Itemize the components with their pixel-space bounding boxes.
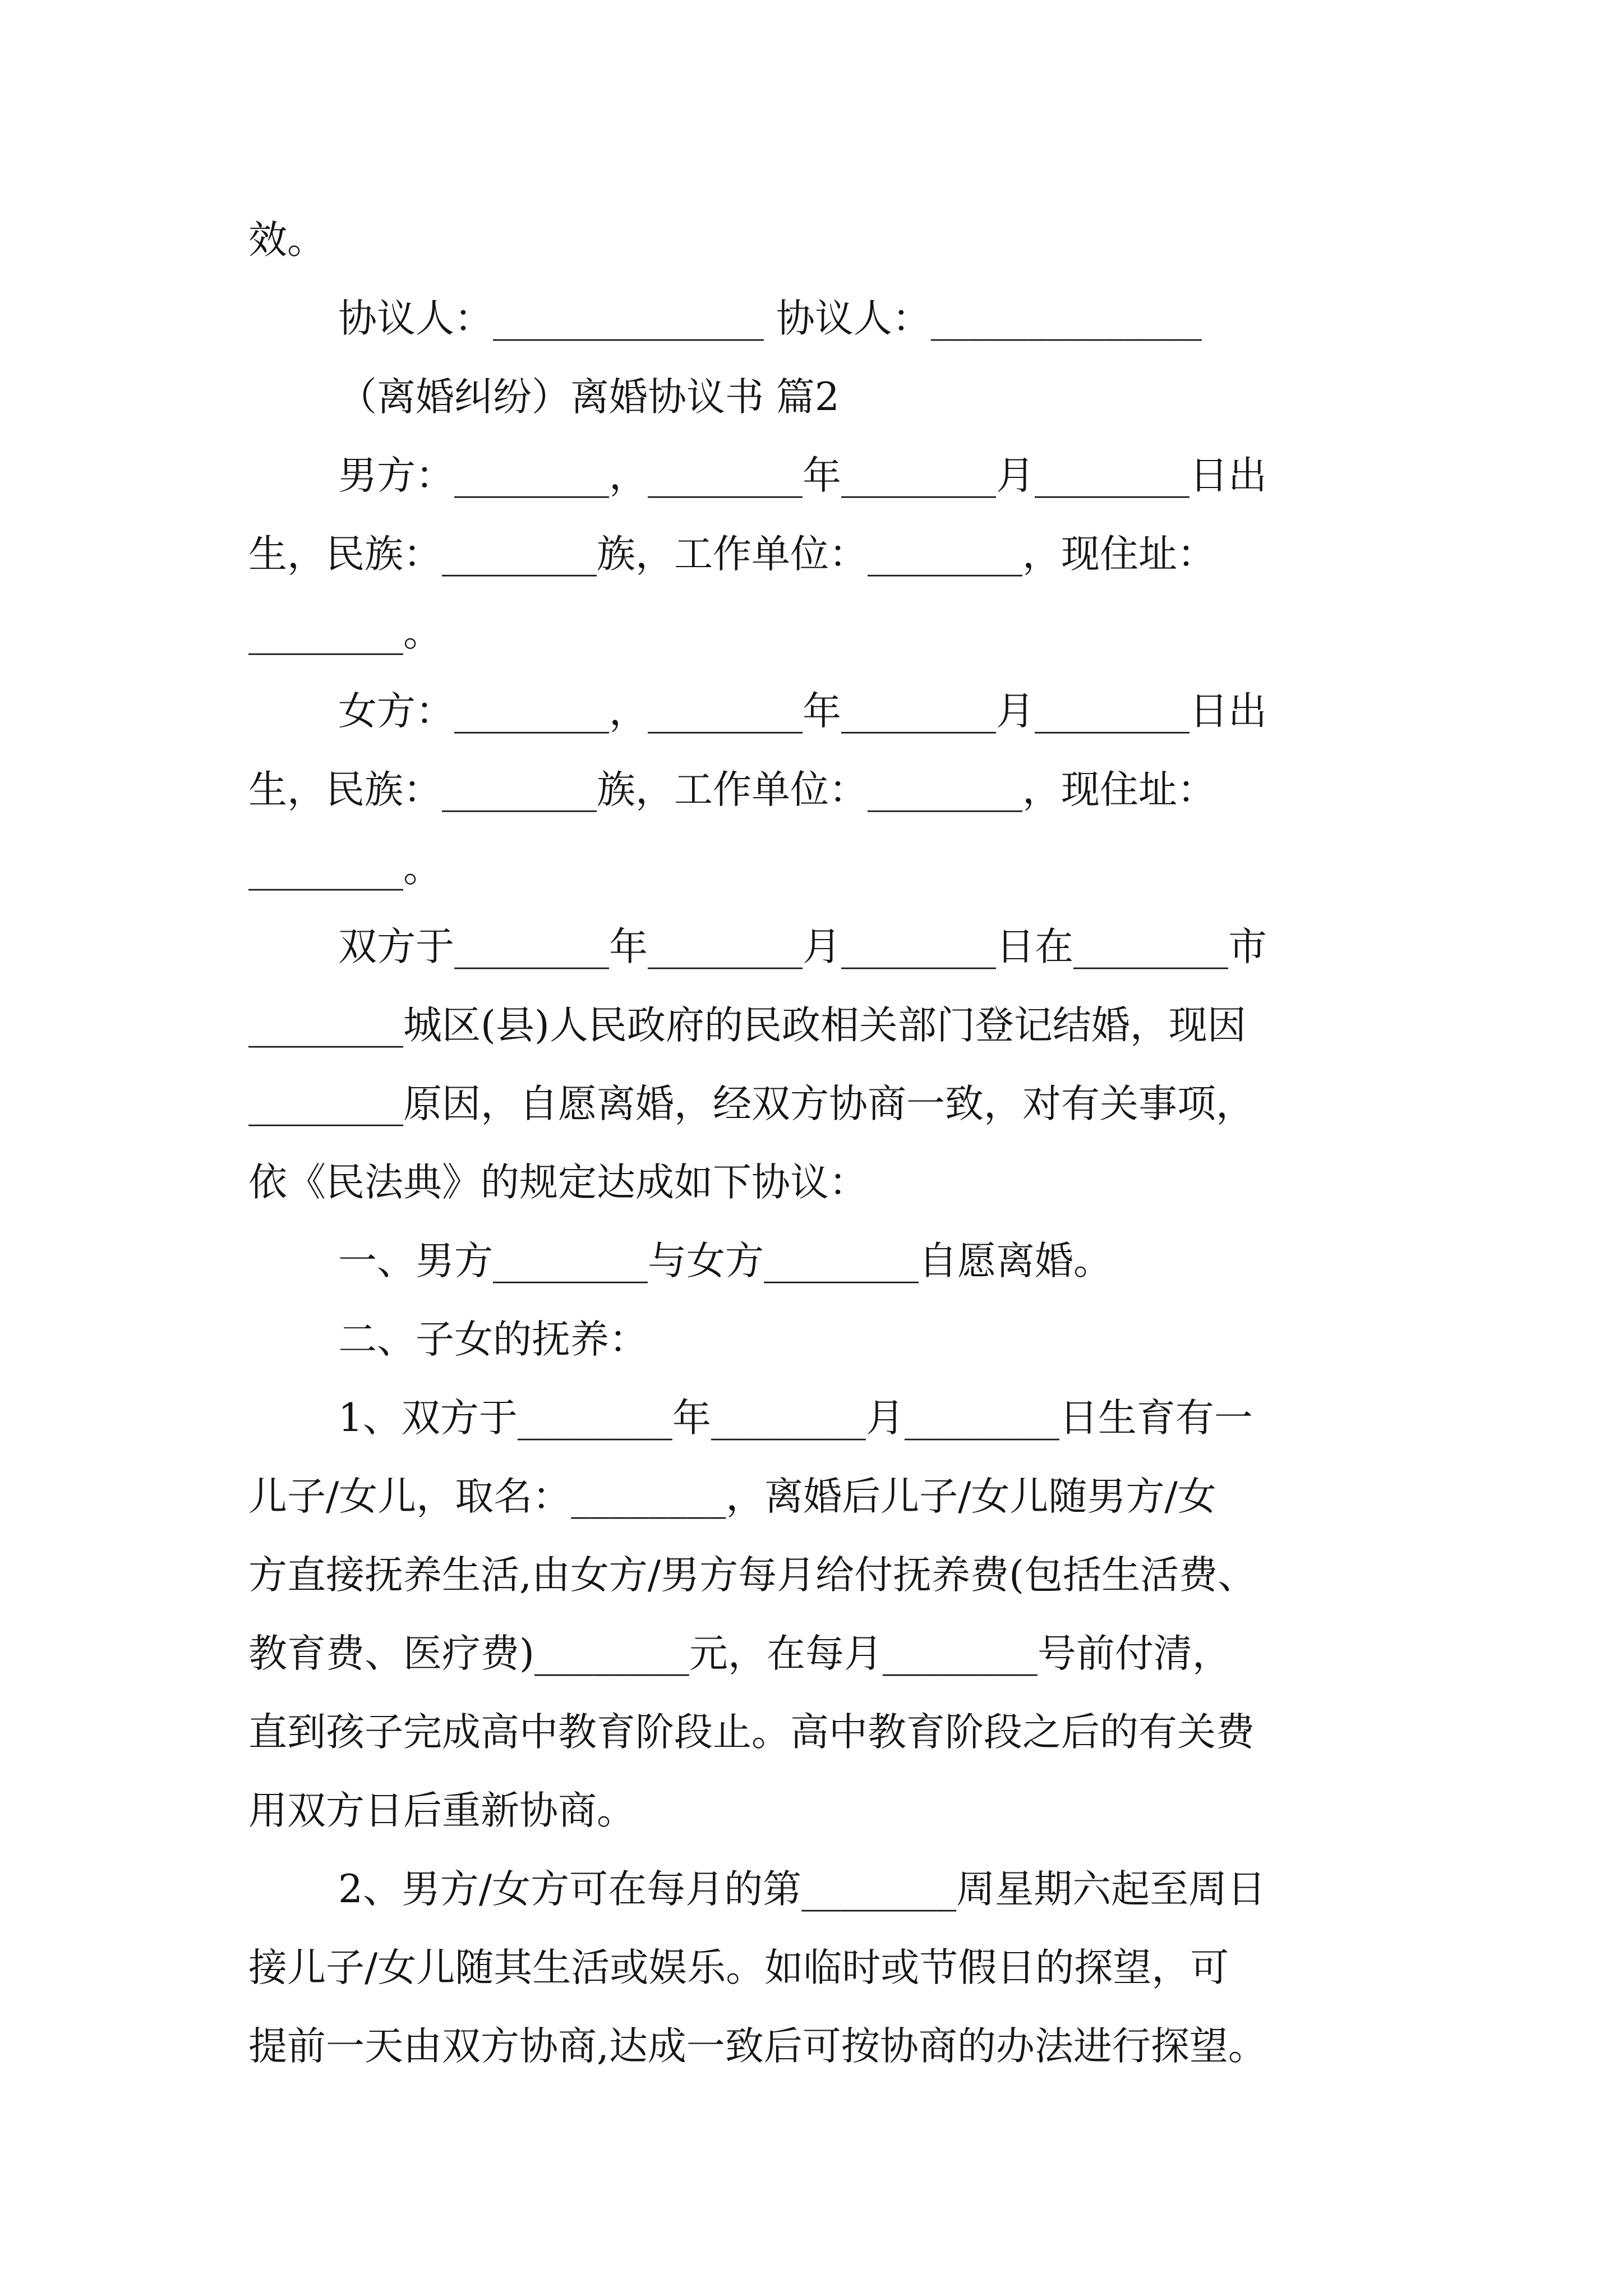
text-line: ________。 — [248, 610, 442, 655]
text-line: 男方：________，________年________月________日出 — [338, 453, 1267, 498]
text-line: 方直接抚养生活,由女方/男方每月给付抚养费(包括生活费、 — [248, 1553, 1257, 1598]
signature-line: 协议人：______________ 协议人：______________ — [338, 296, 1202, 341]
text-line: 教育费、医疗费)________元，在每月________号前付清， — [248, 1631, 1231, 1676]
text-line: 依《民法典》的规定达成如下协议： — [248, 1160, 868, 1205]
section-heading: （离婚纠纷）离婚协议书 篇2 — [338, 375, 840, 420]
text-line: 生，民族：________族，工作单位：________，现住址： — [248, 532, 1216, 577]
text-line: ________原因，自愿离婚，经双方协商一致，对有关事项， — [248, 1082, 1255, 1126]
text-line: 生，民族：________族，工作单位：________，现住址： — [248, 767, 1216, 812]
text-line: 提前一天由双方协商,达成一致后可按协商的办法进行探望。 — [248, 2024, 1267, 2069]
text-line: ________。 — [248, 846, 442, 891]
text-line: ________城区(县)人民政府的民政相关部门登记结婚，现因 — [248, 1003, 1246, 1048]
text-line: 儿子/女儿，取名：________，离婚后儿子/女儿随男方/女 — [248, 1474, 1216, 1519]
text-line: 二、子女的抚养： — [338, 1317, 648, 1362]
text-line: 双方于________年________月________日在________市 — [338, 924, 1267, 969]
text-line: 女方：________，________年________月________日出 — [338, 689, 1267, 734]
text-line: 1、双方于________年________月________日生育有一 — [338, 1396, 1253, 1441]
text-line: 2、男方/女方可在每月的第________周星期六起至周日 — [338, 1867, 1266, 1912]
text-line: 接儿子/女儿随其生活或娱乐。如临时或节假日的探望，可 — [248, 1945, 1229, 1990]
text-line: 一、男方________与女方________自愿离婚。 — [338, 1239, 1112, 1283]
text-line: 用双方日后重新协商。 — [248, 1788, 635, 1833]
text-line: 直到孩子完成高中教育阶段止。高中教育阶段之后的有关费 — [248, 1710, 1255, 1755]
text-line: 效。 — [248, 218, 326, 263]
